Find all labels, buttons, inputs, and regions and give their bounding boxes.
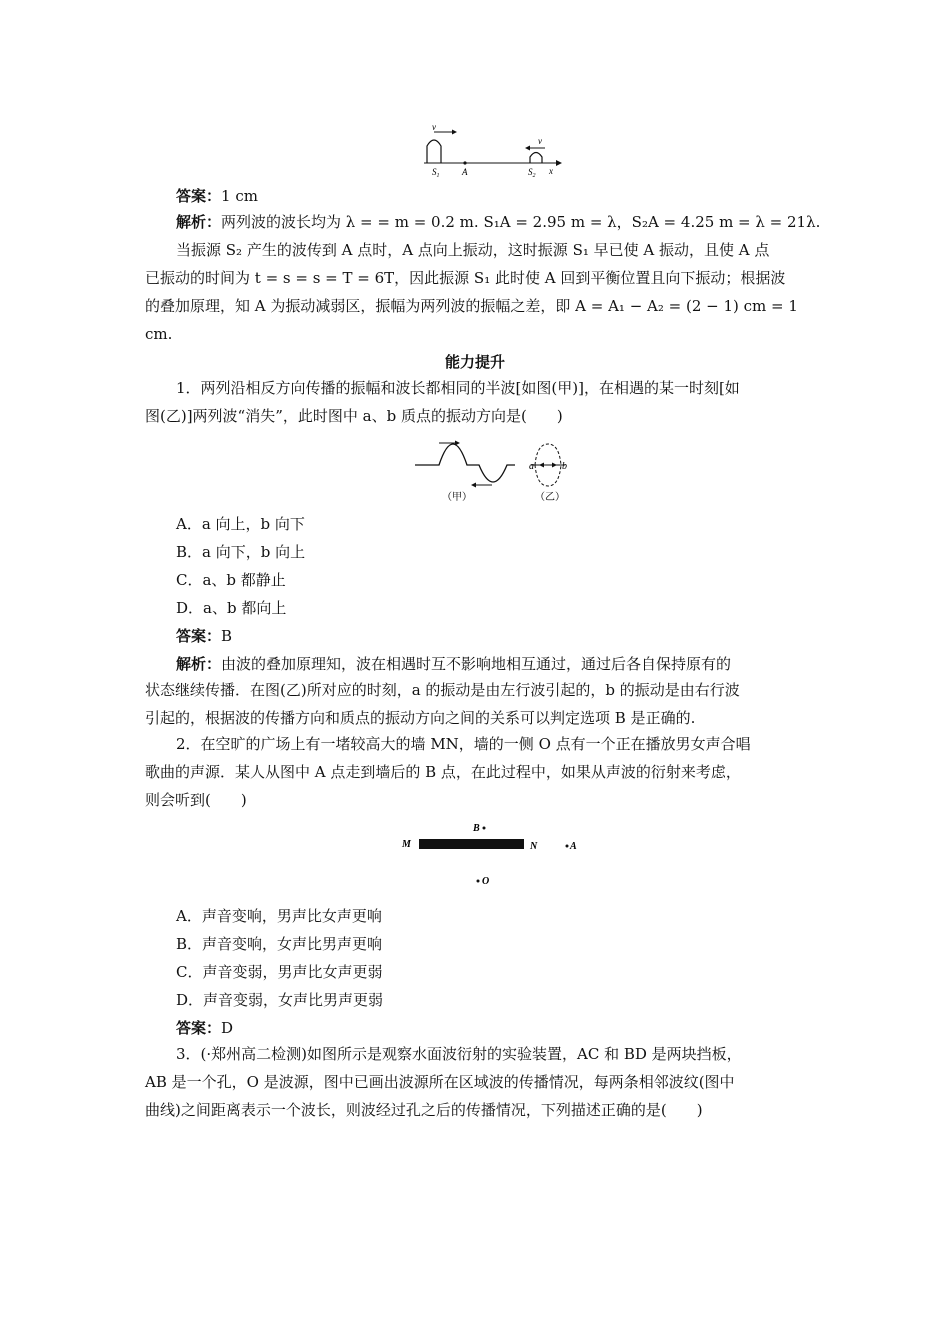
- point-b-label: b: [562, 461, 567, 472]
- wall-mn: [419, 839, 524, 849]
- point-b-label: B: [473, 823, 480, 834]
- q2-stem-line3: 则会听到( ): [145, 791, 247, 809]
- q1-stem-line1: 1．两列沿相反方向传播的振幅和波长都相同的半波[如图(甲)]，在相遇的某一时刻[如: [176, 379, 740, 397]
- point-a-label: A: [462, 167, 468, 177]
- q2-option-d: D．声音变弱，女声比男声更弱: [176, 991, 384, 1009]
- prev-analysis-line1: 解析：两列波的波长均为 λ = = m = 0.2 m. S₁A = 2.95 m = λ，S₂A = 4.25 m = λ = 21λ.: [176, 213, 821, 231]
- section-title: 能力提升: [445, 353, 506, 371]
- wave-pulses-figure: [418, 120, 568, 180]
- s2-label: $S_2$: [528, 167, 536, 179]
- wall-figure: [398, 818, 588, 892]
- yi-caption: （乙）: [535, 492, 565, 503]
- point-o-label: O: [482, 876, 490, 887]
- point-n-label: N: [530, 841, 538, 852]
- q1-option-b: B．a 向下，b 向上: [176, 543, 306, 561]
- s1-label: $S_1$: [432, 167, 440, 179]
- q1-stem-line2: 图(乙)]两列波“消失”，此时图中 a、b 质点的振动方向是( ): [145, 407, 563, 425]
- q1-analysis-line2: 状态继续传播．在图(乙)所对应的时刻，a 的振动是由左行波引起的，b 的振动是由右行波: [145, 681, 740, 699]
- q1-option-a: A．a 向上，b 向下: [176, 515, 305, 533]
- q2-stem-line2: 歌曲的声源．某人从图中 A 点走到墙后的 B 点，在此过程中，如果从声波的衍射来考虑，: [145, 763, 741, 781]
- x-axis-label: x: [549, 166, 553, 176]
- q2-stem-line1: 2．在空旷的广场上有一堵较高大的墙 MN，墙的一侧 O 点有一个正在播放男女声合唱: [176, 735, 751, 753]
- prev-analysis-line5: cm.: [145, 325, 173, 343]
- q1-answer: 答案：B: [176, 627, 233, 645]
- half-waves-figure: [413, 438, 583, 504]
- v2-label: v: [538, 136, 542, 146]
- q3-stem-line3: 曲线)之间距离表示一个波长，则波经过孔之后的传播情况，下列描述正确的是( ): [145, 1101, 703, 1119]
- v1-label: v: [432, 122, 436, 132]
- q2-option-a: A．声音变响，男声比女声更响: [176, 907, 382, 925]
- q2-option-b: B．声音变响，女声比男声更响: [176, 935, 383, 953]
- prev-answer: 答案：1 cm: [176, 187, 258, 205]
- q2-option-c: C．声音变弱，男声比女声更弱: [176, 963, 383, 981]
- prev-analysis-line3: 已振动的时间为 t = s = s = T = 6T，因此振源 S₁ 此时使 A 回到平衡位置且向下振动；根据波: [145, 269, 786, 287]
- point-a-label: a: [529, 461, 534, 472]
- point-a-label: A: [570, 841, 577, 852]
- prev-analysis-line4: 的叠加原理，知 A 为振动减弱区，振幅为两列波的振幅之差，即 A = A₁ − A₂ = (2 − 1) cm = 1: [145, 297, 798, 315]
- prev-analysis-line2: 当振源 S₂ 产生的波传到 A 点时，A 点向上振动，这时振源 S₁ 早已使 A 振动，且使 A 点: [176, 241, 770, 259]
- q2-answer: 答案：D: [176, 1019, 234, 1037]
- q1-option-c: C．a、b 都静止: [176, 571, 286, 589]
- q3-stem-line1: 3．(·郑州高二检测)如图所示是观察水面波衍射的实验装置，AC 和 BD 是两块挡板，: [176, 1045, 742, 1063]
- point-m-label: M: [402, 839, 411, 850]
- q1-analysis-line3: 引起的，根据波的传播方向和质点的振动方向之间的关系可以判定选项 B 是正确的.: [145, 709, 696, 727]
- q1-option-d: D．a、b 都向上: [176, 599, 287, 617]
- q1-analysis-line1: 解析：由波的叠加原理知，波在相遇时互不影响地相互通过，通过后各自保持原有的: [176, 655, 732, 673]
- jia-caption: （甲）: [442, 492, 472, 503]
- q3-stem-line2: AB 是一个孔，O 是波源，图中已画出波源所在区域波的传播情况，每两条相邻波纹(图中: [145, 1073, 735, 1091]
